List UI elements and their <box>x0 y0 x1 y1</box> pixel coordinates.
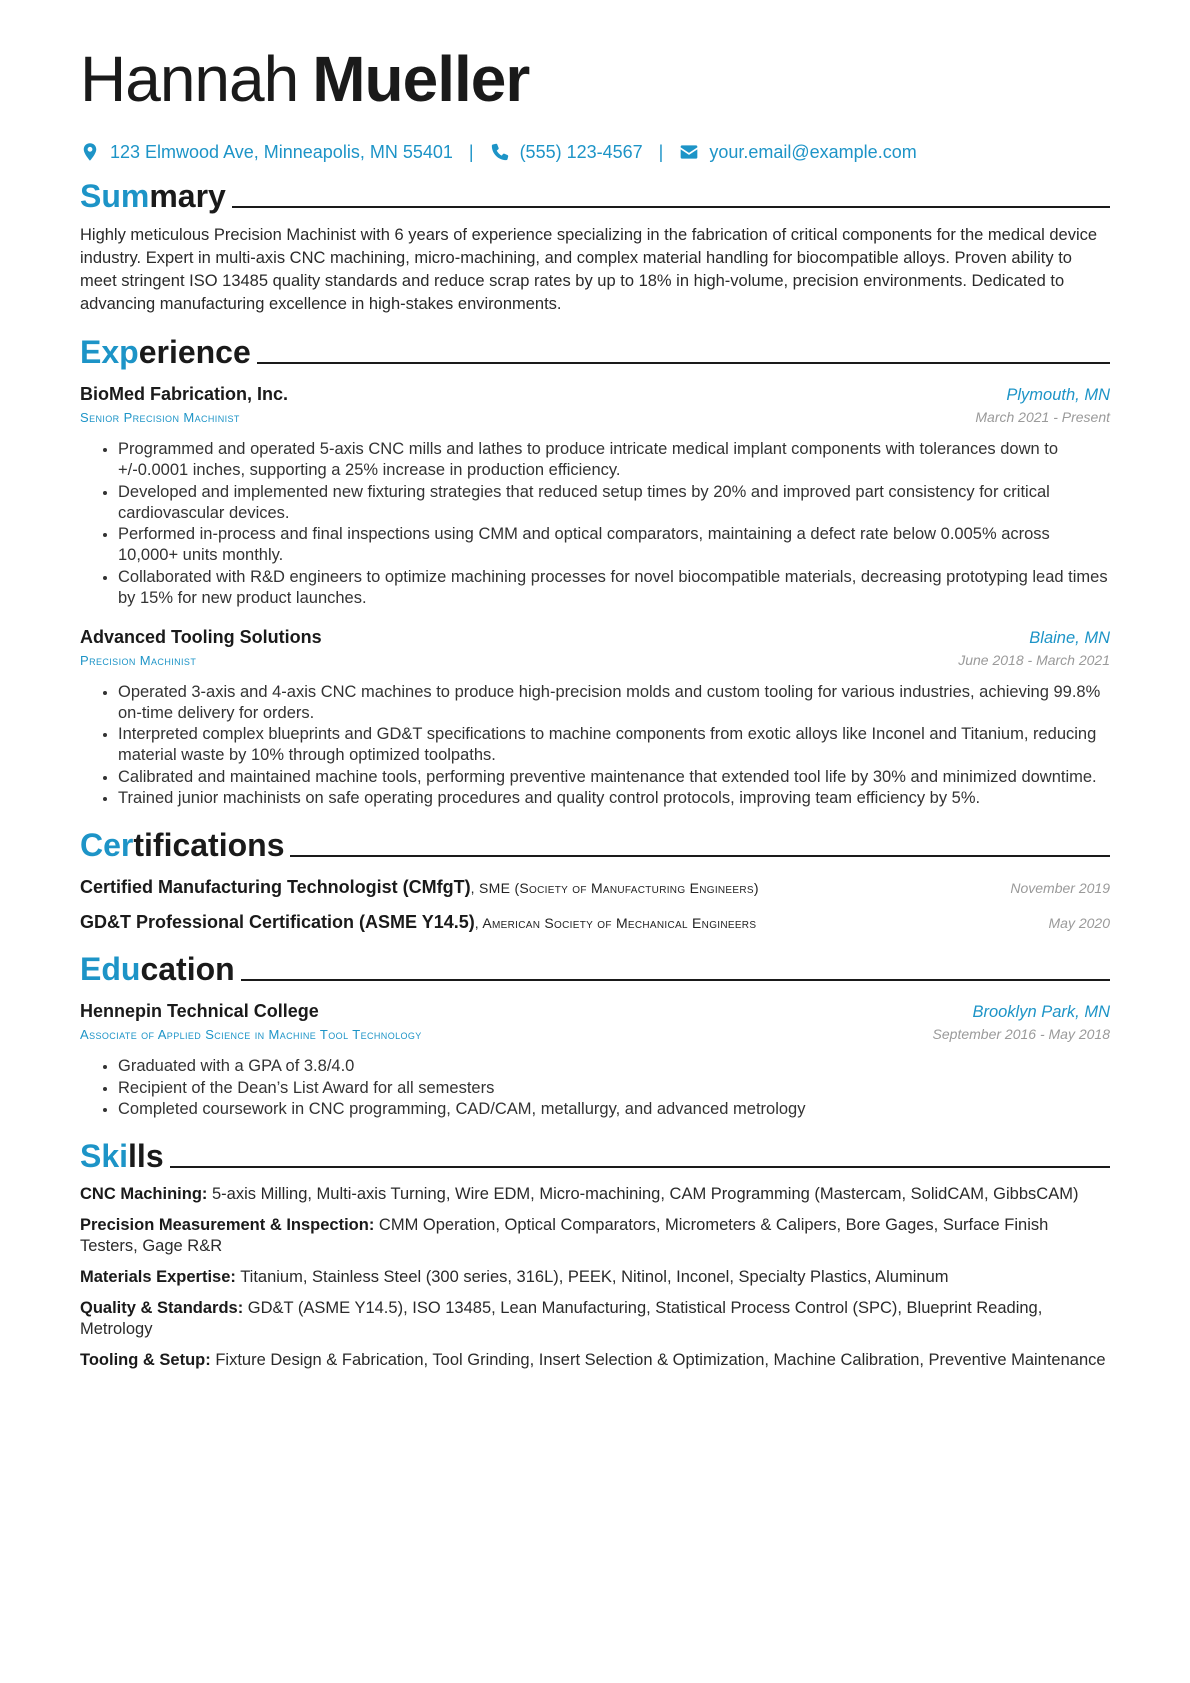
summary-text: Highly meticulous Precision Machinist with 6 years of experience specializing in the fabrication of critical components for the medical device industry. Expert in multi-axis CNC machining, micro-machining, and complex material handling for biocompatible alloys. Proven ability to meet stringent ISO 13485 quality standards and reduce scrap rates by up to 18% in high-volume, precision environments. Dedicated to advancing manufacturing excellence in high-stakes environments. <box>80 226 1098 313</box>
phone-item <box>490 142 643 163</box>
phone-icon <box>490 142 510 162</box>
list-item: • Programmed and operated 5-axis CNC mills and lathes to produce intricate medical implant components with tolerances down to +/-0.0001 inches, supporting a 25% increase in production efficiency. <box>118 439 1110 481</box>
experience-section <box>80 330 1110 809</box>
certification-name: GD&T Professional Certification (ASME Y14.5) <box>80 912 475 932</box>
section-title: Education <box>80 951 235 987</box>
list-item: • Calibrated and maintained machine tools, performing preventive maintenance that extended tool life by 30% and minimized downtime. <box>118 767 1110 788</box>
email-item <box>679 142 916 163</box>
skill-label: Tooling & Setup: <box>80 1351 211 1369</box>
section-title: Certifications <box>80 827 285 863</box>
job-header <box>80 627 1110 648</box>
section-heading <box>80 174 1110 214</box>
job-subheader <box>80 652 1110 668</box>
certifications-section <box>80 823 1110 933</box>
education-header <box>80 1001 1110 1022</box>
certification-item <box>80 912 1110 933</box>
list-item: • Interpreted complex blueprints and GD&T specifications to machine components from exotic alloys like Inconel and Titanium, reducing material waste by 10% through optimized toolpaths. <box>118 724 1110 766</box>
degree-name: Associate of Applied Science in Machine Tool Technology <box>80 1027 422 1042</box>
section-rule <box>241 979 1110 981</box>
job-location: Plymouth, MN <box>1006 386 1110 404</box>
email-link[interactable]: your.email@example.com <box>709 141 917 162</box>
section-heading <box>80 823 1110 863</box>
certification-org: , SME (Society of Manufacturing Engineers) <box>470 880 759 896</box>
job-bullets <box>80 682 1110 810</box>
school-location: Brooklyn Park, MN <box>972 1003 1110 1021</box>
job-date: June 2018 - March 2021 <box>958 651 1110 668</box>
skill-row <box>80 1184 1110 1205</box>
section-rule <box>290 855 1110 857</box>
certification-date: November 2019 <box>1010 880 1110 896</box>
skill-value: CMM Operation, Optical Comparators, Micrometers & Calipers, Bore Gages, Surface Finish Testers, Gage R&R <box>80 1216 1049 1255</box>
certification-title <box>80 912 756 933</box>
job-entry <box>80 627 1110 810</box>
education-section <box>80 947 1110 1120</box>
certification-org: , American Society of Mechanical Engineers <box>474 915 757 931</box>
list-item: • Graduated with a GPA of 3.8/4.0 <box>118 1056 1110 1077</box>
skill-value: 5-axis Milling, Multi-axis Turning, Wire EDM, Micro-machining, CAM Programming (Mastercam, SolidCAM, GibbsCAM) <box>207 1185 1079 1203</box>
education-entry <box>80 1001 1110 1120</box>
list-item: • Operated 3-axis and 4-axis CNC machines to produce high-precision molds and custom tooling for various industries, achieving 99.8% on-time delivery for orders. <box>118 682 1110 724</box>
skill-label: Precision Measurement & Inspection: <box>80 1216 375 1234</box>
certification-name: Certified Manufacturing Technologist (CMfgT) <box>80 877 471 897</box>
section-heading <box>80 330 1110 370</box>
contact-separator: | <box>468 141 474 162</box>
skill-label: CNC Machining: <box>80 1185 208 1203</box>
section-heading <box>80 947 1110 987</box>
address-item <box>80 142 453 163</box>
skill-value: Titanium, Stainless Steel (300 series, 316L), PEEK, Nitinol, Inconel, Specialty Plastics, Aluminum <box>235 1268 949 1286</box>
skill-row <box>80 1298 1110 1340</box>
section-title: Summary <box>80 178 226 214</box>
section-heading <box>80 1134 1110 1174</box>
education-date: September 2016 - May 2018 <box>932 1026 1110 1042</box>
job-subheader <box>80 409 1110 425</box>
candidate-name <box>80 42 1110 116</box>
job-location: Blaine, MN <box>1029 628 1110 647</box>
skill-row <box>80 1267 1110 1288</box>
list-item: • Recipient of the Dean’s List Award for all semesters <box>118 1078 1110 1099</box>
job-header <box>80 384 1110 405</box>
summary-section <box>80 174 1110 316</box>
education-bullets <box>80 1056 1110 1120</box>
job-date: March 2021 - Present <box>975 409 1110 425</box>
address-text: 123 Elmwood Ave, Minneapolis, MN 55401 <box>110 141 453 162</box>
skill-row <box>80 1215 1110 1257</box>
skills-section <box>80 1134 1110 1371</box>
job-org: Advanced Tooling Solutions <box>80 626 322 647</box>
first-name: Hannah <box>80 43 299 115</box>
school-name: Hennepin Technical College <box>80 1001 319 1021</box>
job-role: Precision Machinist <box>80 652 197 668</box>
list-item: • Trained junior machinists on safe operating procedures and quality control protocols, improving team efficiency by 5%. <box>118 788 1110 809</box>
contact-line <box>80 138 1110 166</box>
skill-label: Materials Expertise: <box>80 1268 236 1286</box>
job-bullets <box>80 439 1110 609</box>
section-rule <box>257 362 1110 364</box>
job-role: Senior Precision Machinist <box>80 410 240 425</box>
envelope-icon <box>679 142 699 162</box>
section-rule <box>232 206 1110 208</box>
map-pin-icon <box>80 142 100 162</box>
last-name: Mueller <box>312 43 530 115</box>
skill-row <box>80 1350 1110 1371</box>
section-title: Experience <box>80 334 251 370</box>
list-item: • Collaborated with R&D engineers to optimize machining processes for novel biocompatible materials, decreasing prototyping lead times by 15% for new product launches. <box>118 567 1110 609</box>
list-item: • Performed in-process and final inspections using CMM and optical comparators, maintaining a defect rate below 0.005% across 10,000+ units monthly. <box>118 524 1110 566</box>
phone-link[interactable]: (555) 123-4567 <box>519 141 643 162</box>
section-rule <box>170 1166 1110 1168</box>
skill-label: Quality & Standards: <box>80 1299 244 1317</box>
section-title: Skills <box>80 1138 164 1174</box>
list-item: • Completed coursework in CNC programming, CAD/CAM, metallurgy, and advanced metrology <box>118 1099 1110 1120</box>
education-subheader <box>80 1026 1110 1042</box>
skill-value: Fixture Design & Fabrication, Tool Grinding, Insert Selection & Optimization, Machine Calibration, Preventive Maintenance <box>210 1351 1106 1369</box>
job-org: BioMed Fabrication, Inc. <box>80 384 289 404</box>
skill-value: GD&T (ASME Y14.5), ISO 13485, Lean Manufacturing, Statistical Process Control (SPC), Blueprint Reading, Metrology <box>80 1299 1043 1338</box>
certification-date: May 2020 <box>1048 915 1110 931</box>
list-item: • Developed and implemented new fixturing strategies that reduced setup times by 20% and improved part consistency for critical cardiovascular devices. <box>118 482 1110 524</box>
job-entry <box>80 384 1110 609</box>
contact-separator: | <box>658 141 664 162</box>
certification-item <box>80 877 1110 898</box>
certification-title <box>80 877 759 898</box>
